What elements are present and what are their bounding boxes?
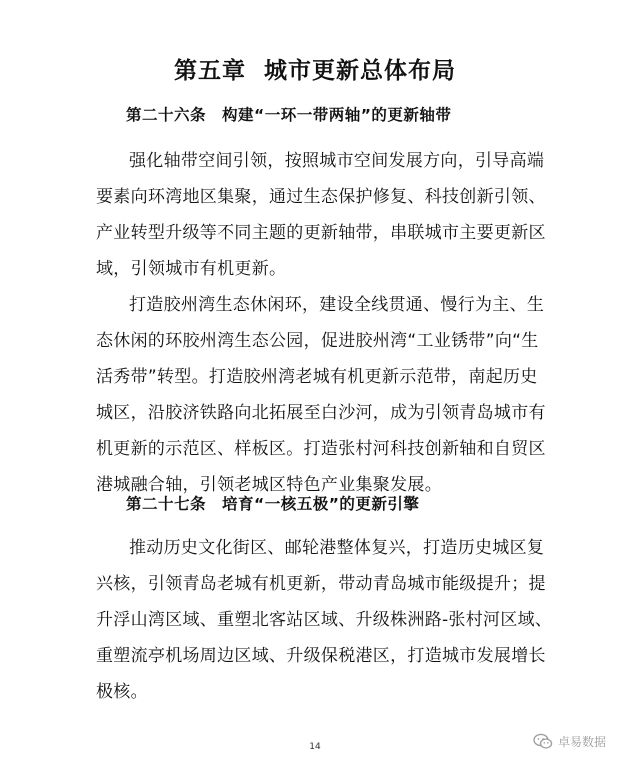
text-line: 港城融合轴，引领老城区特色产业集聚发展。: [96, 475, 442, 495]
article-27-paragraph-1: [96, 530, 556, 710]
page-number: 14: [309, 742, 321, 752]
text-line: 态休闲的环胶州湾生态公园，促进胶州湾“工业锈带”向“生: [96, 331, 539, 351]
article-26-heading: [126, 103, 451, 125]
text-line: 推动历史文化街区、邮轮港整体复兴，打造历史城区复: [129, 538, 545, 558]
article-27-heading: [126, 492, 419, 514]
watermark-text: 卓易数据: [557, 735, 606, 749]
text-line: 极核。: [96, 682, 148, 702]
article-number: 第二十七条: [126, 495, 207, 513]
text-line: 城区，沿胶济铁路向北拓展至白沙河，成为引领青岛城市有: [96, 403, 546, 423]
article-number: 第二十六条: [126, 106, 207, 124]
text-line: 产业转型升级等不同主题的更新轴带，串联城市主要更新区: [96, 223, 546, 243]
chapter-number: 第五章: [174, 58, 246, 84]
text-line: 域，引领城市有机更新。: [96, 259, 287, 279]
article-26-paragraph-1: [96, 143, 556, 287]
text-line: 升浮山湾区域、重塑北客站区域、升级株洲路-张村河区域、: [96, 610, 553, 630]
text-line: 兴核，引领青岛老城有机更新，带动青岛城市能级提升；提: [96, 574, 546, 594]
article-26-paragraph-2: [96, 287, 556, 503]
chapter-name: 城市更新总体布局: [264, 58, 456, 84]
watermark: [533, 733, 606, 750]
article-title: 构建“一环一带两轴”的更新轴带: [222, 106, 452, 124]
text-line: 重塑流亭机场周边区域、升级保税港区，打造城市发展增长: [96, 646, 546, 666]
text-line: 机更新的示范区、样板区。打造张村河科技创新轴和自贸区: [96, 439, 546, 459]
text-line: 活秀带”转型。打造胶州湾老城有机更新示范带，南起历史: [96, 367, 538, 387]
wechat-icon: [533, 733, 553, 750]
text-line: 打造胶州湾生态休闲环，建设全线贯通、慢行为主、生: [129, 295, 545, 315]
chapter-title: [0, 52, 630, 85]
text-line: 要素向环湾地区集聚，通过生态保护修复、科技创新引领、: [96, 187, 546, 207]
article-title: 培育“一核五极”的更新引擎: [222, 495, 420, 513]
text-line: 强化轴带空间引领，按照城市空间发展方向，引导高端: [129, 151, 545, 171]
